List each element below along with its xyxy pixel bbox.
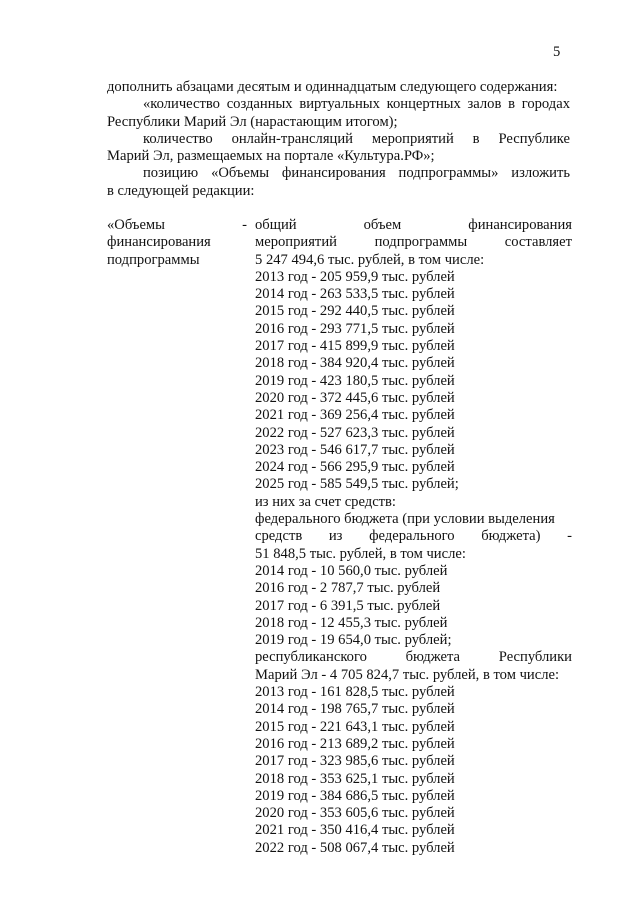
funding-line: 2013 год - 161 828,5 тыс. рублей — [255, 684, 455, 701]
funding-line: 2013 год - 205 959,9 тыс. рублей — [255, 268, 455, 285]
funding-line: 2020 год - 372 445,6 тыс. рублей — [255, 389, 455, 406]
funding-line: федерального бюджета (при условии выделения — [255, 511, 555, 528]
funding-line: Марий Эл - 4 705 824,7 тыс. рублей, в том числе: — [255, 666, 560, 683]
funding-line: 2016 год - 213 689,2 тыс. рублей — [255, 735, 455, 752]
funding-line: 2017 год - 415 899,9 тыс. рублей — [255, 338, 455, 355]
intro-paragraph-line: количество онлайн-трансляций мероприятий в Республике — [143, 130, 570, 147]
funding-table-left-column — [107, 217, 247, 269]
funding-line: 2014 год - 263 533,5 тыс. рублей — [255, 286, 455, 303]
funding-line: средств из федерального бюджета) - — [255, 528, 572, 545]
funding-line: 2022 год - 527 623,3 тыс. рублей — [255, 424, 455, 441]
funding-line: 2015 год - 221 643,1 тыс. рублей — [255, 718, 455, 735]
funding-line: 2024 год - 566 295,9 тыс. рублей — [255, 459, 455, 476]
funding-line: 2014 год - 10 560,0 тыс. рублей — [255, 562, 448, 579]
funding-line: 2022 год - 508 067,4 тыс. рублей — [255, 839, 455, 856]
intro-paragraph-line: Республики Марий Эл (нарастающим итогом); — [107, 113, 398, 130]
funding-line: 2014 год - 198 765,7 тыс. рублей — [255, 701, 455, 718]
funding-line: 2018 год - 353 625,1 тыс. рублей — [255, 770, 455, 787]
funding-line: 2020 год - 353 605,6 тыс. рублей — [255, 805, 455, 822]
intro-text — [107, 79, 570, 200]
left-label-line: подпрограммы — [107, 251, 200, 268]
funding-line: 2025 год - 585 549,5 тыс. рублей; — [255, 476, 459, 493]
funding-line: 2023 год - 546 617,7 тыс. рублей — [255, 441, 455, 458]
intro-paragraph-line: в следующей редакции: — [107, 182, 255, 199]
funding-line: 2017 год - 323 985,6 тыс. рублей — [255, 753, 455, 770]
page-number: 5 — [553, 44, 561, 60]
funding-line: 2019 год - 423 180,5 тыс. рублей — [255, 372, 455, 389]
funding-line: 2021 год - 350 416,4 тыс. рублей — [255, 822, 455, 839]
funding-line: 2016 год - 2 787,7 тыс. рублей — [255, 580, 441, 597]
funding-line: республиканского бюджета Республики — [255, 649, 572, 666]
intro-paragraph-line: «количество созданных виртуальных концертных залов в городах — [143, 96, 570, 113]
funding-line: 5 247 494,6 тыс. рублей, в том числе: — [255, 251, 485, 268]
funding-line: 2015 год - 292 440,5 тыс. рублей — [255, 303, 455, 320]
intro-line: дополнить абзацами десятым и одиннадцатым следующего содержания: — [107, 79, 558, 95]
funding-line: 2017 год - 6 391,5 тыс. рублей — [255, 597, 441, 614]
funding-line: общий объем финансирования — [255, 217, 572, 233]
funding-line: 2018 год - 384 920,4 тыс. рублей — [255, 355, 455, 372]
left-label-line: финансирования — [107, 234, 211, 251]
funding-line: 2019 год - 384 686,5 тыс. рублей — [255, 787, 455, 804]
funding-line: 2021 год - 369 256,4 тыс. рублей — [255, 407, 455, 424]
funding-line: из них за счет средств: — [255, 493, 396, 510]
left-label-line: «Объемы — [107, 217, 165, 233]
funding-line: 51 848,5 тыс. рублей, в том числе: — [255, 545, 466, 562]
funding-line: 2016 год - 293 771,5 тыс. рублей — [255, 320, 455, 337]
funding-line: мероприятий подпрограммы составляет — [255, 234, 572, 251]
funding-line: 2019 год - 19 654,0 тыс. рублей; — [255, 632, 452, 649]
left-label-dash: - — [242, 217, 247, 233]
funding-line: 2018 год - 12 455,3 тыс. рублей — [255, 614, 448, 631]
funding-table-right-column — [255, 217, 572, 857]
intro-paragraph-line: позицию «Объемы финансирования подпрограммы» изложить — [143, 165, 570, 182]
intro-paragraph-line: Марий Эл, размещаемых на портале «Культура.РФ»; — [107, 148, 435, 165]
